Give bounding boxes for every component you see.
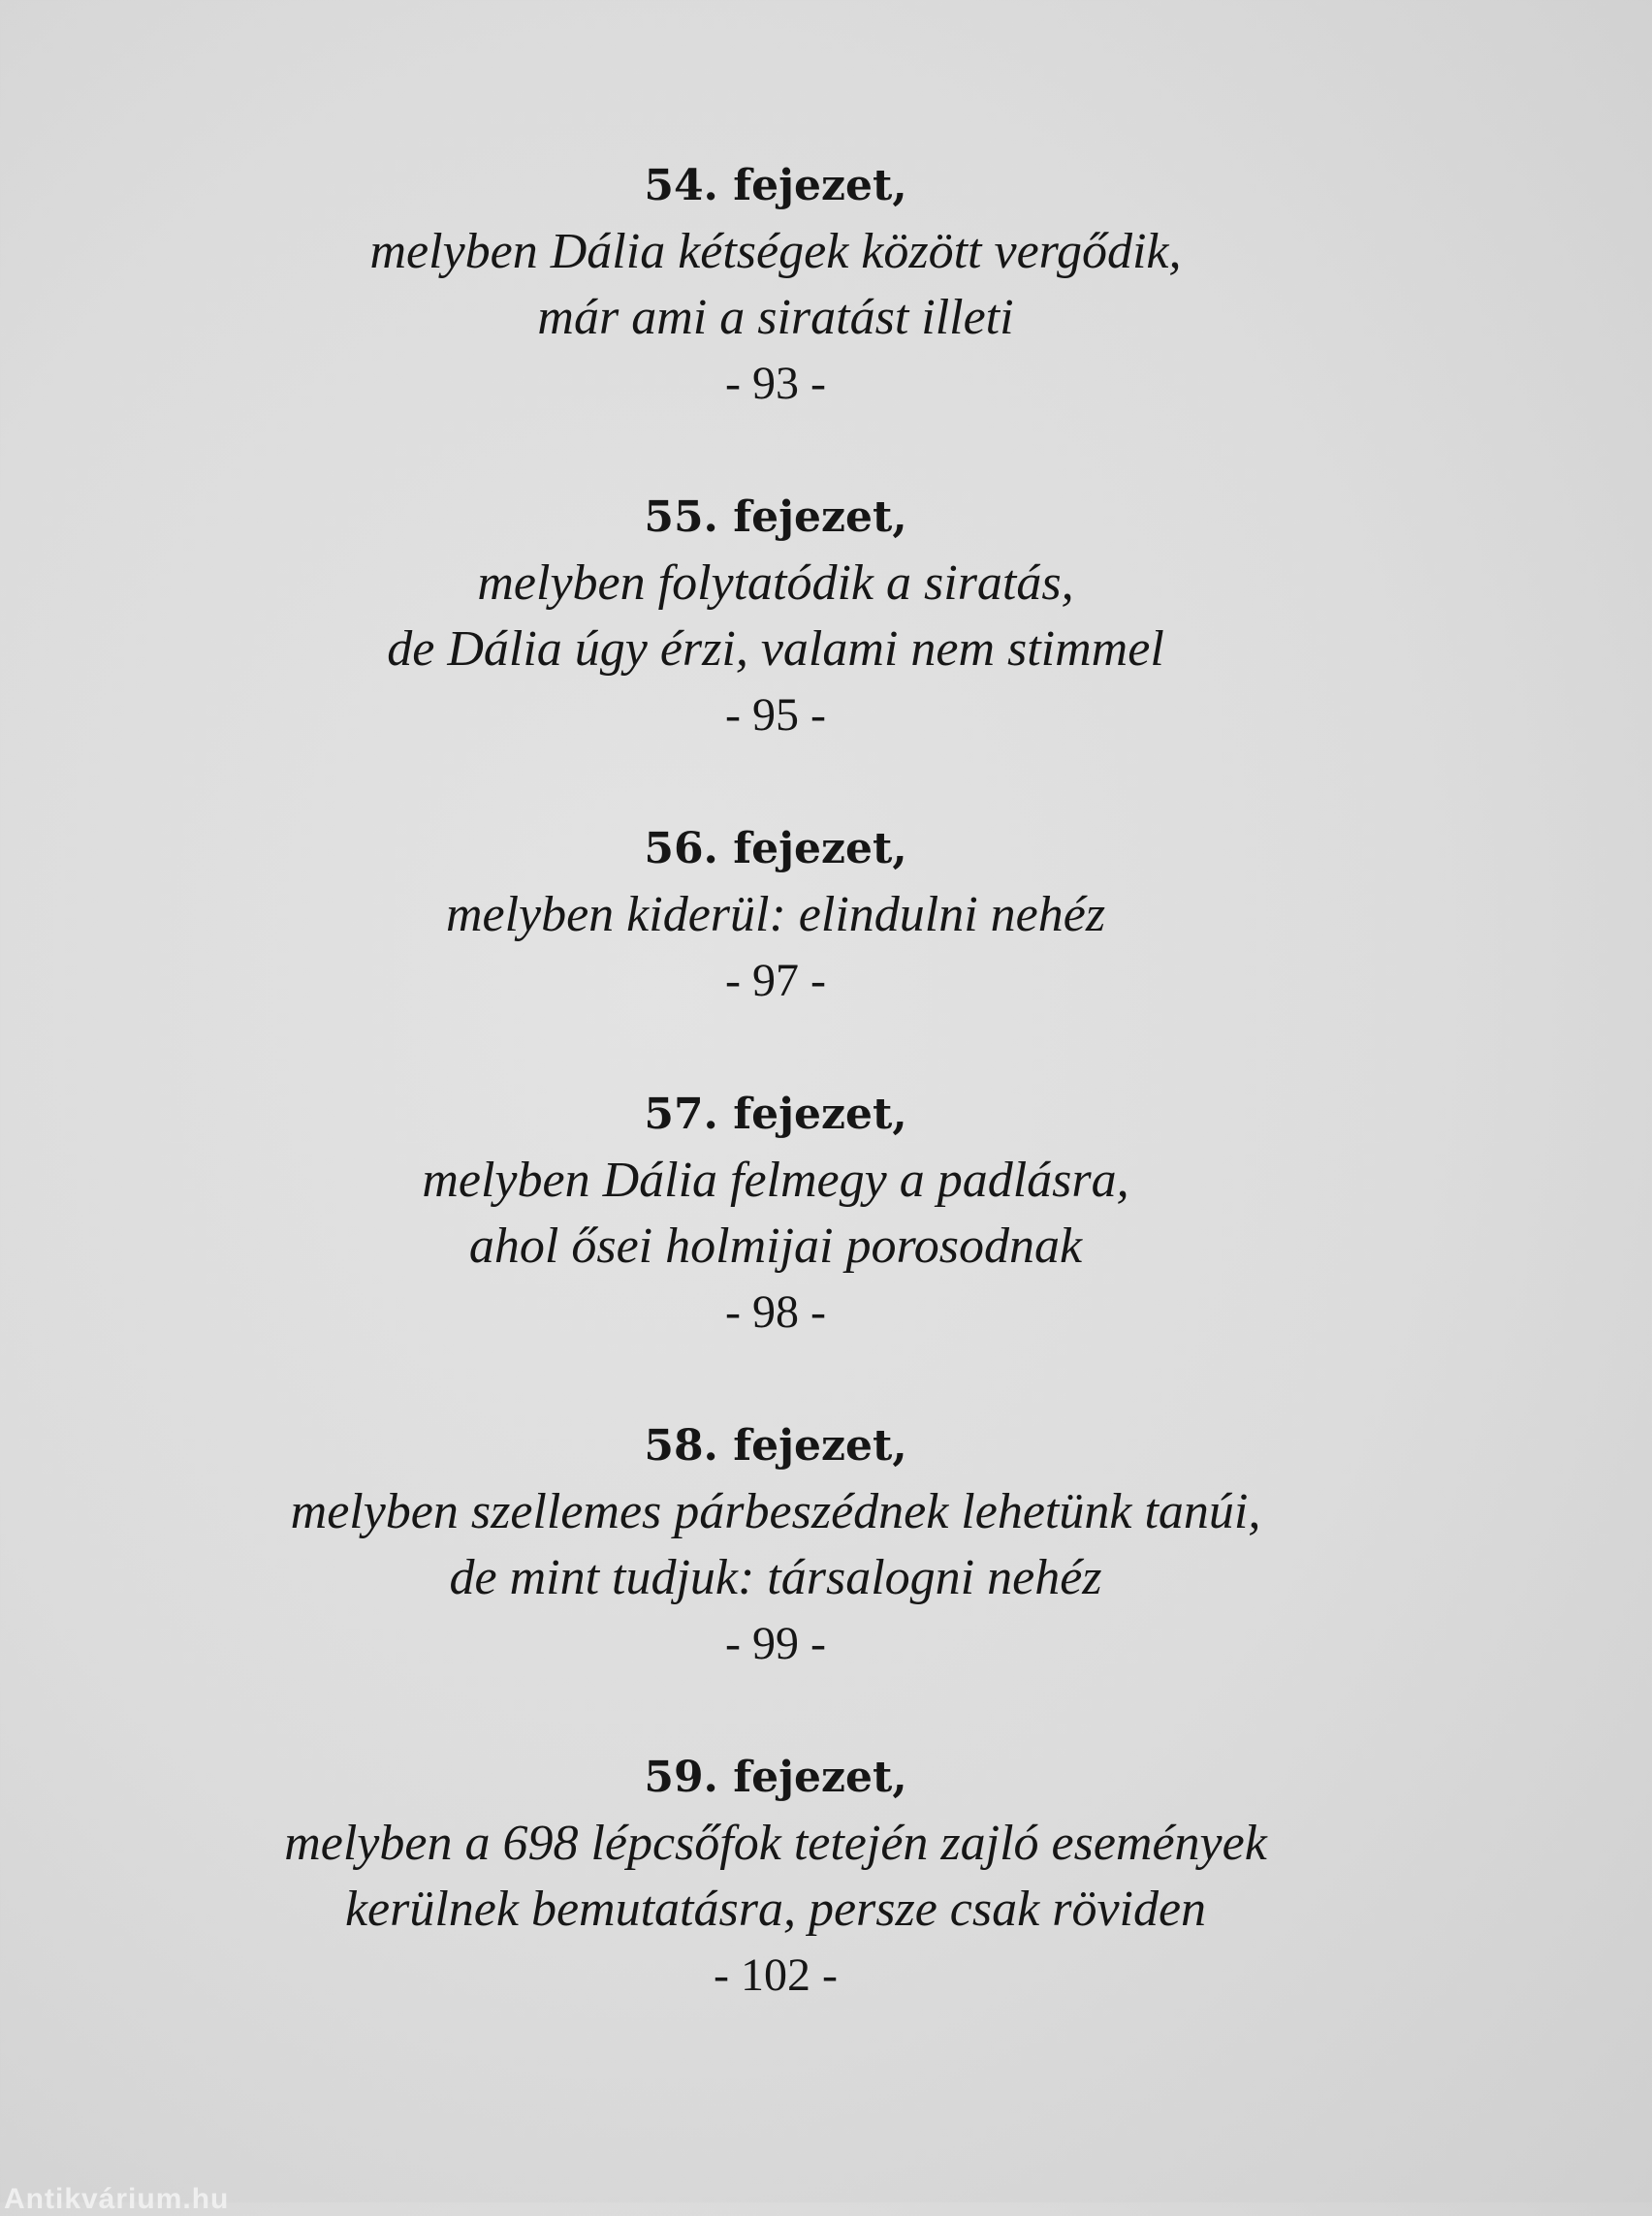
chapter-description-line: melyben a 698 lépcsőfok tetején zajló események: [284, 1816, 1267, 1871]
chapter-entry-54: [0, 153, 1551, 485]
chapter-title: 57. fejezet,: [644, 1090, 907, 1139]
table-of-contents: [0, 153, 1551, 2076]
chapter-description: [0, 551, 1551, 682]
chapter-description-line: melyben Dália kétségek között vergődik,: [369, 224, 1182, 279]
chapter-title: 55. fejezet,: [644, 492, 907, 542]
chapter-description-line: már ami a siratást illeti: [537, 290, 1014, 345]
chapter-description-line: melyben folytatódik a siratás,: [477, 555, 1074, 611]
chapter-page-number: - 99 -: [725, 1618, 826, 1669]
chapter-page-number: - 93 -: [725, 358, 826, 409]
chapter-entry-56: [0, 816, 1551, 1082]
chapter-entry-59: [0, 1745, 1551, 2076]
chapter-description-line: kerülnek bemutatásra, persze csak röviden: [344, 1882, 1207, 1937]
chapter-page-number: - 95 -: [725, 689, 826, 741]
chapter-description-line: melyben szellemes párbeszédnek lehetünk tanúi,: [290, 1484, 1261, 1539]
chapter-description-line: de Dália úgy érzi, valami nem stimmel: [387, 621, 1164, 677]
chapter-entry-57: [0, 1082, 1551, 1413]
chapter-description: [0, 1811, 1551, 1943]
chapter-page-number: - 98 -: [725, 1286, 826, 1338]
chapter-description: [0, 1148, 1551, 1280]
chapter-description-line: melyben kiderül: elindulni nehéz: [445, 887, 1106, 942]
chapter-page-number: - 102 -: [714, 1949, 838, 2001]
chapter-title: 58. fejezet,: [644, 1421, 907, 1471]
chapter-description: [0, 882, 1551, 948]
chapter-entry-55: [0, 485, 1551, 816]
chapter-title: 54. fejezet,: [644, 161, 907, 210]
chapter-description: [0, 1479, 1551, 1611]
chapter-title: 59. fejezet,: [644, 1753, 907, 1802]
chapter-description-line: de mint tudjuk: társalogni nehéz: [449, 1550, 1102, 1605]
chapter-page-number: - 97 -: [725, 955, 826, 1006]
watermark: Antikvárium.hu: [4, 2183, 230, 2215]
chapter-description-line: melyben Dália felmegy a padlásra,: [422, 1153, 1129, 1208]
chapter-description-line: ahol ősei holmijai porosodnak: [468, 1219, 1083, 1274]
chapter-description: [0, 219, 1551, 351]
chapter-title: 56. fejezet,: [644, 824, 907, 873]
chapter-entry-58: [0, 1413, 1551, 1745]
